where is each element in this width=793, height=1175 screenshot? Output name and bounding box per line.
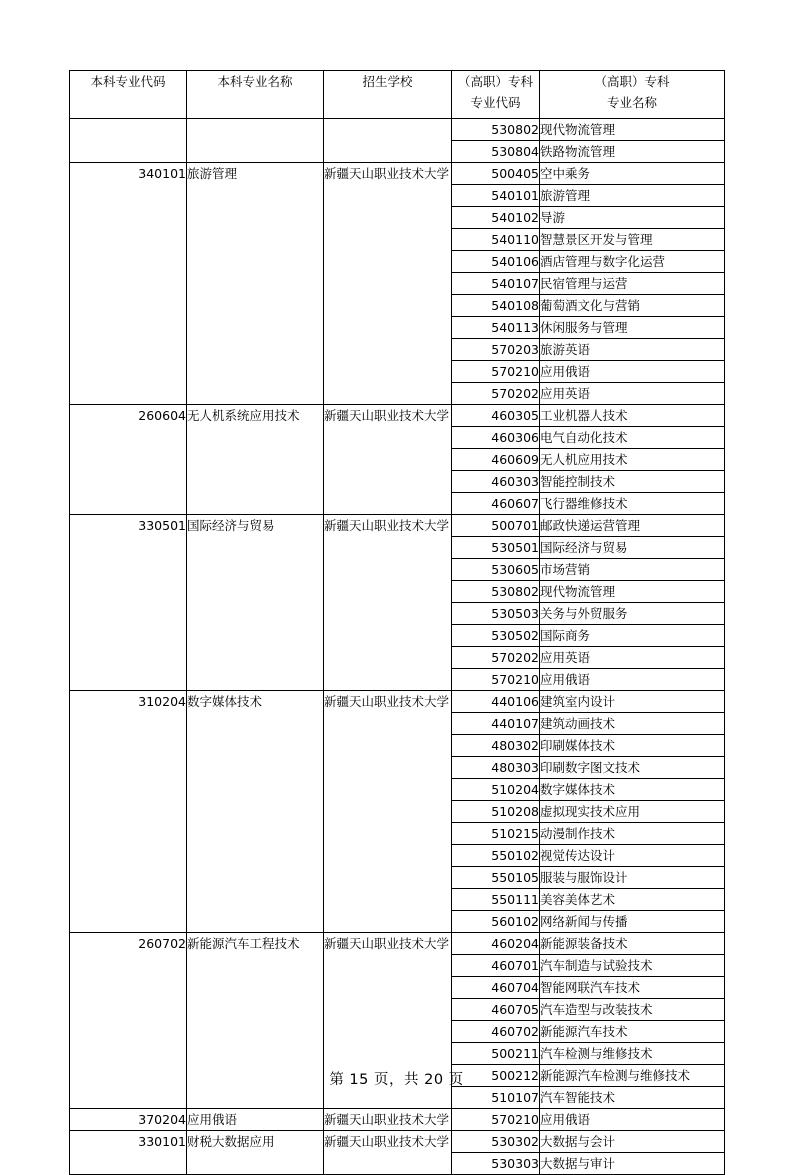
cell-vocational-name: 旅游英语 [540, 339, 725, 361]
cell-vocational-name: 国际商务 [540, 625, 725, 647]
cell-vocational-code: 530802 [452, 581, 540, 603]
cell-vocational-name: 动漫制作技术 [540, 823, 725, 845]
cell-vocational-name: 酒店管理与数字化运营 [540, 251, 725, 273]
cell-vocational-code: 540108 [452, 295, 540, 317]
page-footer: 第 15 页，共 20 页 [329, 1072, 464, 1088]
cell-vocational-code: 570202 [452, 383, 540, 405]
cell-vocational-name: 应用俄语 [540, 669, 725, 691]
cell-vocational-name: 导游 [540, 207, 725, 229]
cell-undergrad-name: 新能源汽车工程技术 [187, 933, 324, 1109]
cell-vocational-code: 500211 [452, 1043, 540, 1065]
cell-vocational-name: 工业机器人技术 [540, 405, 725, 427]
cell-vocational-name: 新能源装备技术 [540, 933, 725, 955]
table-row [70, 405, 725, 427]
cell-vocational-code: 530503 [452, 603, 540, 625]
cell-vocational-code: 570210 [452, 361, 540, 383]
cell-undergrad-name: 旅游管理 [187, 163, 324, 405]
cell-vocational-code: 440107 [452, 713, 540, 735]
cell-vocational-code: 460305 [452, 405, 540, 427]
cell-vocational-code: 510215 [452, 823, 540, 845]
cell-undergrad-code: 310204 [70, 691, 187, 933]
cell-vocational-name: 市场营销 [540, 559, 725, 581]
cell-vocational-name: 视觉传达设计 [540, 845, 725, 867]
cell-vocational-name: 智慧景区开发与管理 [540, 229, 725, 251]
cell-vocational-code: 460303 [452, 471, 540, 493]
cell-vocational-code: 460306 [452, 427, 540, 449]
cell-school: 新疆天山职业技术大学 [324, 163, 452, 405]
cell-vocational-code: 550111 [452, 889, 540, 911]
cell-school: 新疆天山职业技术大学 [324, 691, 452, 933]
cell-undergrad-code: 260604 [70, 405, 187, 515]
cell-vocational-name: 大数据与审计 [540, 1153, 725, 1175]
cell-vocational-name: 新能源汽车技术 [540, 1021, 725, 1043]
cell-vocational-name: 网络新闻与传播 [540, 911, 725, 933]
column-header-vocational-code: （高职）专科 专业代码 [452, 71, 540, 119]
cell-vocational-name: 应用俄语 [540, 1109, 725, 1131]
cell-vocational-name: 现代物流管理 [540, 119, 725, 141]
cell-vocational-code: 530804 [452, 141, 540, 163]
cell-vocational-name: 新能源汽车检测与维修技术 [540, 1065, 725, 1087]
cell-school: 新疆天山职业技术大学 [324, 933, 452, 1109]
cell-vocational-code: 500212 [452, 1065, 540, 1087]
cell-undergrad-code: 370204 [70, 1109, 187, 1131]
table-body [70, 119, 725, 1175]
cell-vocational-name: 虚拟现实技术应用 [540, 801, 725, 823]
table-row [70, 119, 725, 141]
cell-vocational-code: 540113 [452, 317, 540, 339]
cell-vocational-code: 530502 [452, 625, 540, 647]
cell-undergrad-name [187, 119, 324, 163]
cell-vocational-name: 旅游管理 [540, 185, 725, 207]
table-row [70, 1131, 725, 1153]
cell-vocational-name: 应用英语 [540, 383, 725, 405]
cell-school [324, 119, 452, 163]
cell-school: 新疆天山职业技术大学 [324, 405, 452, 515]
cell-vocational-name: 现代物流管理 [540, 581, 725, 603]
cell-vocational-code: 530605 [452, 559, 540, 581]
cell-vocational-name: 汽车制造与试验技术 [540, 955, 725, 977]
cell-vocational-code: 530501 [452, 537, 540, 559]
major-mapping-table [69, 70, 725, 1175]
cell-undergrad-code: 330501 [70, 515, 187, 691]
cell-vocational-name: 汽车造型与改装技术 [540, 999, 725, 1021]
cell-vocational-name: 建筑室内设计 [540, 691, 725, 713]
cell-vocational-code: 530302 [452, 1131, 540, 1153]
cell-vocational-name: 美容美体艺术 [540, 889, 725, 911]
cell-vocational-name: 汽车智能技术 [540, 1087, 725, 1109]
column-header-school: 招生学校 [324, 71, 452, 119]
cell-vocational-code: 500701 [452, 515, 540, 537]
cell-vocational-name: 空中乘务 [540, 163, 725, 185]
cell-vocational-code: 460607 [452, 493, 540, 515]
table-header-row [70, 71, 725, 119]
cell-undergrad-name: 国际经济与贸易 [187, 515, 324, 691]
cell-vocational-code: 530802 [452, 119, 540, 141]
cell-vocational-name: 智能控制技术 [540, 471, 725, 493]
cell-undergrad-code: 340101 [70, 163, 187, 405]
cell-vocational-code: 460702 [452, 1021, 540, 1043]
cell-vocational-code: 570210 [452, 669, 540, 691]
cell-undergrad-name: 无人机系统应用技术 [187, 405, 324, 515]
cell-vocational-code: 480302 [452, 735, 540, 757]
cell-school: 新疆天山职业技术大学 [324, 1109, 452, 1131]
cell-vocational-code: 540102 [452, 207, 540, 229]
cell-vocational-name: 飞行器维修技术 [540, 493, 725, 515]
cell-undergrad-code: 260702 [70, 933, 187, 1109]
cell-vocational-name: 应用英语 [540, 647, 725, 669]
cell-vocational-code: 460609 [452, 449, 540, 471]
cell-vocational-code: 500405 [452, 163, 540, 185]
cell-vocational-name: 大数据与会计 [540, 1131, 725, 1153]
cell-vocational-code: 570210 [452, 1109, 540, 1131]
column-header-undergrad-name: 本科专业名称 [187, 71, 324, 119]
cell-undergrad-name: 应用俄语 [187, 1109, 324, 1131]
table-row [70, 515, 725, 537]
cell-vocational-code: 460701 [452, 955, 540, 977]
table-row [70, 691, 725, 713]
cell-vocational-code: 540110 [452, 229, 540, 251]
cell-vocational-code: 530303 [452, 1153, 540, 1175]
cell-vocational-code: 550102 [452, 845, 540, 867]
column-header-vocational-name: （高职）专科 专业名称 [540, 71, 725, 119]
cell-vocational-code: 510208 [452, 801, 540, 823]
cell-undergrad-name: 数字媒体技术 [187, 691, 324, 933]
cell-vocational-code: 570203 [452, 339, 540, 361]
cell-vocational-name: 铁路物流管理 [540, 141, 725, 163]
cell-vocational-code: 540106 [452, 251, 540, 273]
cell-vocational-name: 建筑动画技术 [540, 713, 725, 735]
cell-vocational-code: 510204 [452, 779, 540, 801]
cell-vocational-code: 480303 [452, 757, 540, 779]
cell-vocational-name: 国际经济与贸易 [540, 537, 725, 559]
cell-vocational-name: 数字媒体技术 [540, 779, 725, 801]
cell-vocational-name: 邮政快递运营管理 [540, 515, 725, 537]
column-header-undergrad-code: 本科专业代码 [70, 71, 187, 119]
cell-vocational-code: 460704 [452, 977, 540, 999]
cell-vocational-code: 540107 [452, 273, 540, 295]
cell-vocational-code: 440106 [452, 691, 540, 713]
cell-school: 新疆天山职业技术大学 [324, 515, 452, 691]
table-row [70, 163, 725, 185]
cell-vocational-code: 460705 [452, 999, 540, 1021]
cell-vocational-code: 510107 [452, 1087, 540, 1109]
cell-vocational-code: 550105 [452, 867, 540, 889]
cell-vocational-name: 印刷媒体技术 [540, 735, 725, 757]
table-row [70, 933, 725, 955]
cell-vocational-name: 电气自动化技术 [540, 427, 725, 449]
cell-vocational-code: 570202 [452, 647, 540, 669]
cell-vocational-name: 应用俄语 [540, 361, 725, 383]
cell-vocational-name: 关务与外贸服务 [540, 603, 725, 625]
cell-vocational-code: 560102 [452, 911, 540, 933]
table-row [70, 1109, 725, 1131]
cell-school: 新疆天山职业技术大学 [324, 1131, 452, 1175]
cell-vocational-code: 460204 [452, 933, 540, 955]
cell-vocational-name: 印刷数字图文技术 [540, 757, 725, 779]
cell-undergrad-name: 财税大数据应用 [187, 1131, 324, 1175]
cell-vocational-code: 540101 [452, 185, 540, 207]
cell-vocational-name: 民宿管理与运营 [540, 273, 725, 295]
cell-undergrad-code [70, 119, 187, 163]
cell-vocational-name: 无人机应用技术 [540, 449, 725, 471]
cell-vocational-name: 汽车检测与维修技术 [540, 1043, 725, 1065]
cell-vocational-name: 服装与服饰设计 [540, 867, 725, 889]
cell-vocational-name: 葡萄酒文化与营销 [540, 295, 725, 317]
cell-vocational-name: 休闲服务与管理 [540, 317, 725, 339]
cell-undergrad-code: 330101 [70, 1131, 187, 1175]
cell-vocational-name: 智能网联汽车技术 [540, 977, 725, 999]
